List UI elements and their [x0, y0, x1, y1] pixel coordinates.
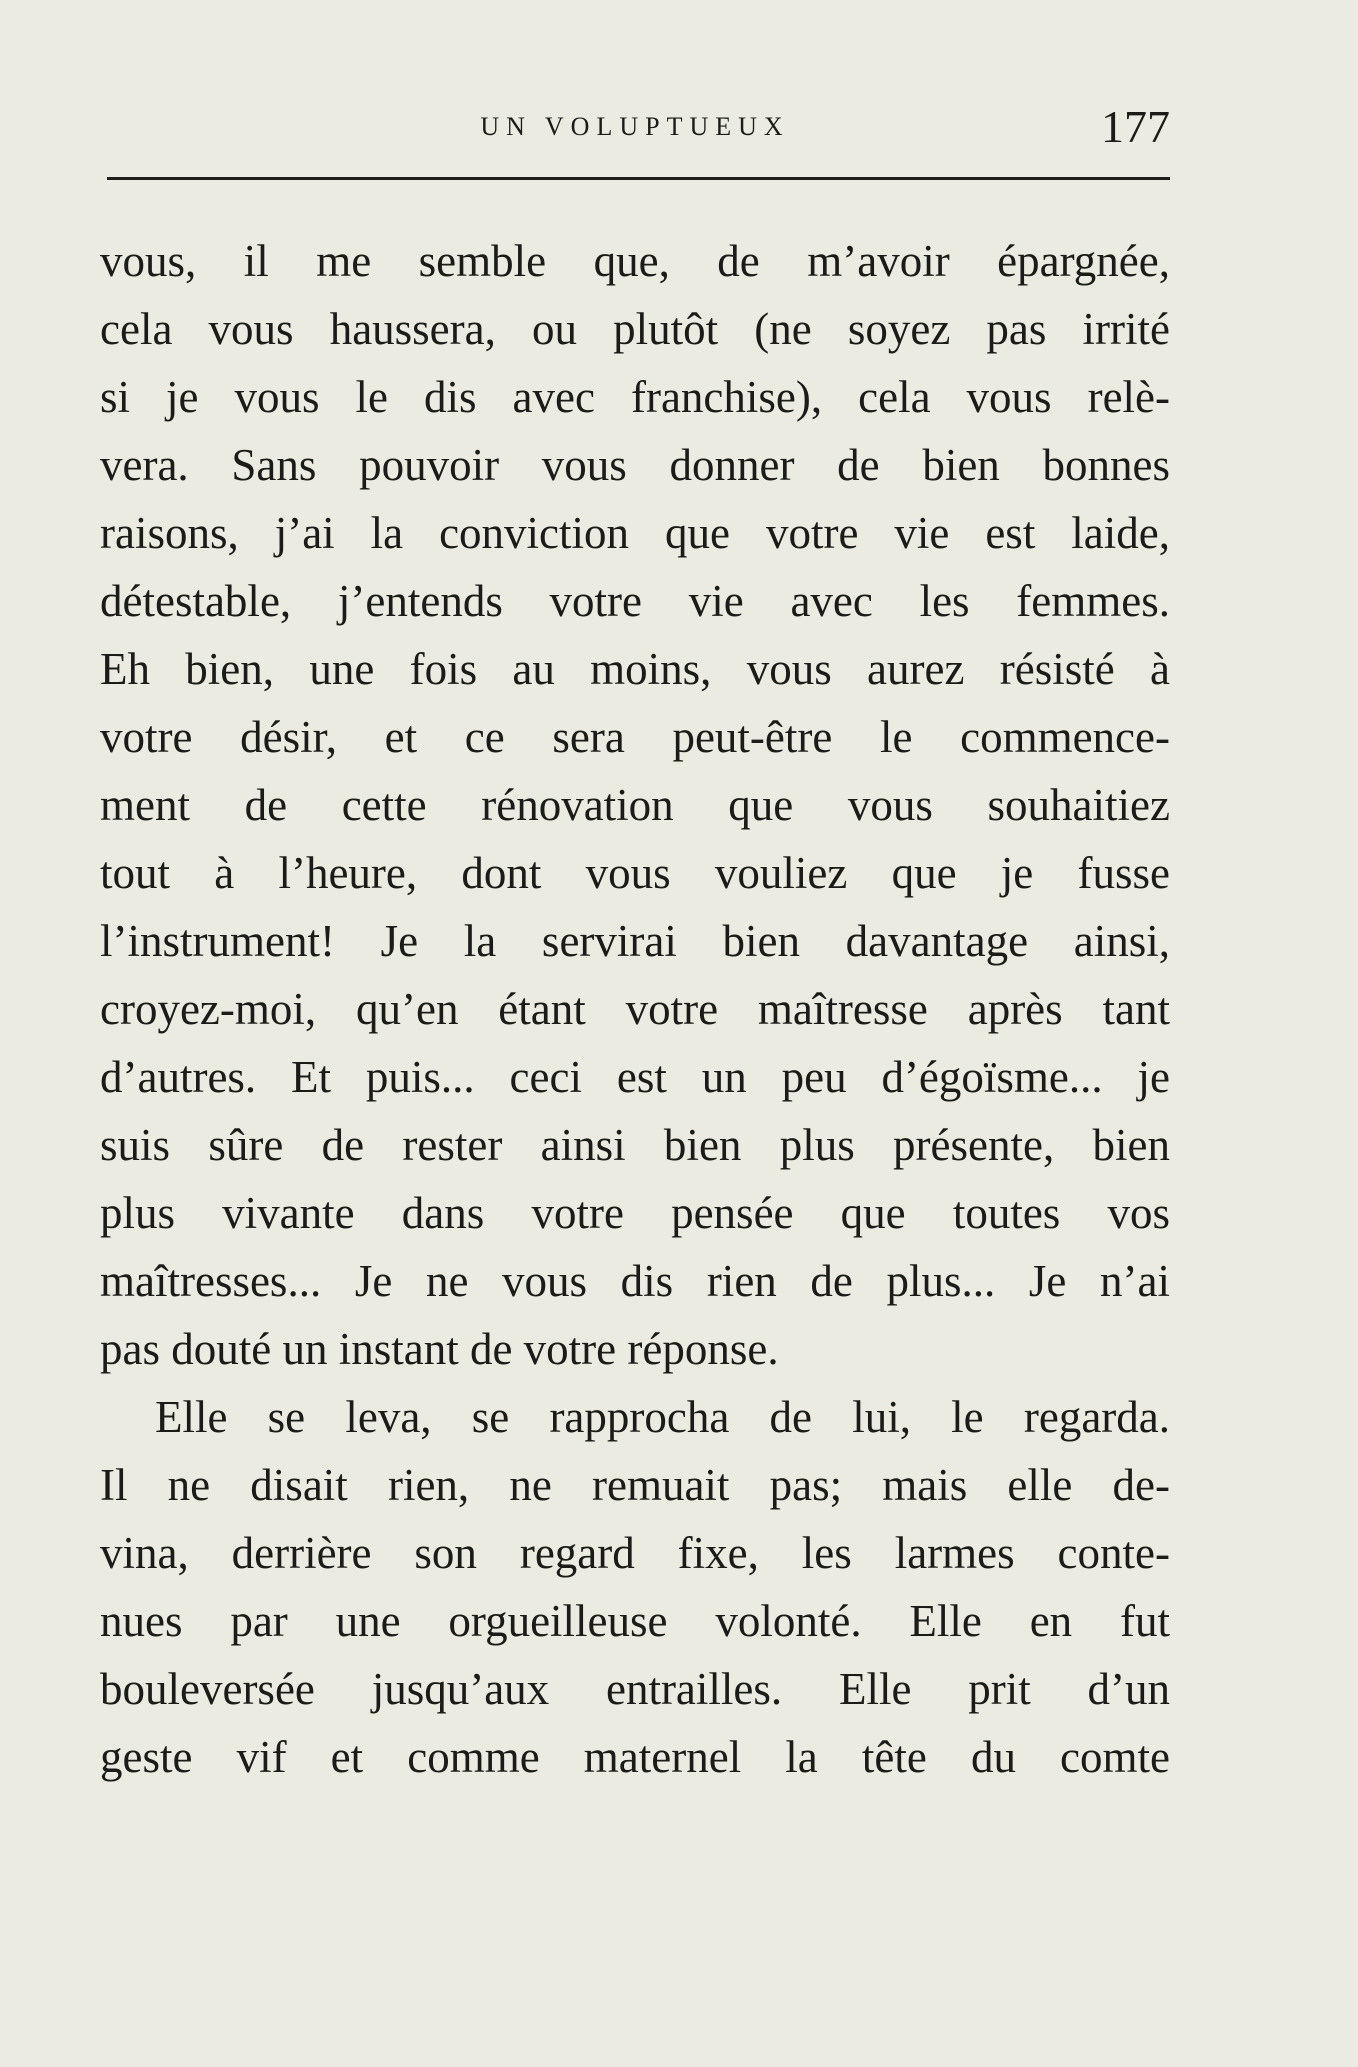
body-text [100, 227, 1170, 1791]
text-line: maîtresses... Je ne vous dis rien de plus... Je n’ai [100, 1256, 1170, 1306]
text-line: d’autres. Et puis... ceci est un peu d’égoïsme... je [100, 1052, 1170, 1102]
text-line: pas douté un instant de votre réponse. [100, 1324, 779, 1374]
text-line: Eh bien, une fois au moins, vous aurez résisté à [100, 644, 1170, 694]
text-line: cela vous haussera, ou plutôt (ne soyez pas irrité [100, 304, 1170, 354]
text-line: détestable, j’entends votre vie avec les femmes. [100, 576, 1170, 626]
text-line: votre désir, et ce sera peut-être le commence- [100, 712, 1170, 762]
text-line: plus vivante dans votre pensée que toutes vos [100, 1188, 1170, 1238]
text-line: geste vif et comme maternel la tête du comte [100, 1732, 1170, 1782]
header-rule [107, 177, 1170, 180]
text-line: tout à l’heure, dont vous vouliez que je fusse [100, 848, 1170, 898]
text-line: suis sûre de rester ainsi bien plus présente, bien [100, 1120, 1170, 1170]
text-line: bouleversée jusqu’aux entrailles. Elle prit d’un [100, 1664, 1170, 1714]
text-line: ment de cette rénovation que vous souhaitiez [100, 780, 1170, 830]
page-number: 177 [1101, 101, 1170, 152]
text-line: vina, derrière son regard fixe, les larmes conte- [100, 1528, 1170, 1578]
text-line: croyez-moi, qu’en étant votre maîtresse après tant [100, 984, 1170, 1034]
page-header [100, 100, 1170, 160]
text-line: l’instrument! Je la servirai bien davantage ainsi, [100, 916, 1170, 966]
text-line: nues par une orgueilleuse volonté. Elle en fut [100, 1596, 1170, 1646]
text-line: raisons, j’ai la conviction que votre vie est laide, [100, 508, 1170, 558]
text-line: si je vous le dis avec franchise), cela vous relè- [100, 372, 1170, 422]
text-line: Il ne disait rien, ne remuait pas; mais elle de- [100, 1460, 1170, 1510]
text-line: vous, il me semble que, de m’avoir épargnée, [100, 236, 1170, 286]
text-line: vera. Sans pouvoir vous donner de bien bonnes [100, 440, 1170, 490]
running-title: UN VOLUPTUEUX [480, 112, 790, 141]
text-line: Elle se leva, se rapprocha de lui, le regarda. [155, 1392, 1170, 1442]
